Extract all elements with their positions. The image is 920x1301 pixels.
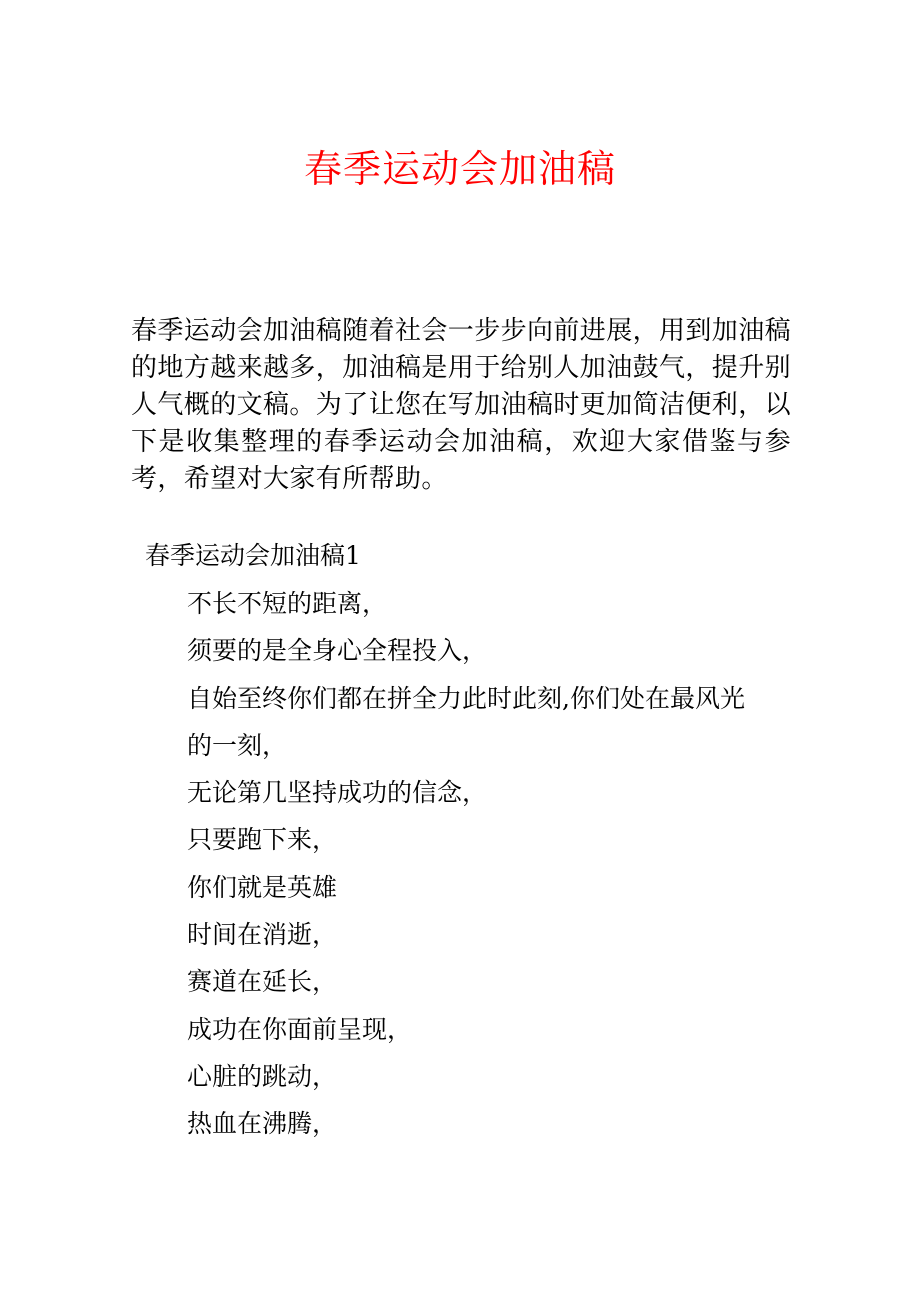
poem-line: 只要跑下来， [187, 825, 338, 855]
poem-line: 的一刻， [187, 730, 288, 760]
section-heading: 春季运动会加油稿1 [145, 541, 361, 570]
poem-line: 无论第几坚持成功的信念， [187, 778, 488, 808]
poem-line: 赛道在延长， [187, 967, 338, 997]
intro-paragraph: 春季运动会加油稿随着社会一步步向前进展，用到加油稿的地方越来越多，加油稿是用于给别人加油鼓气，提升别人气概的文稿。为了让您在写加油稿时更加简洁便利，以下是收集整理的春季运动会加油稿，欢迎大家借鉴与参考，希望对大家有所帮助。 [131, 316, 792, 494]
poem-line: 成功在你面前呈现， [187, 1014, 413, 1044]
document-title: 春季运动会加油稿 [303, 147, 616, 191]
poem-line: 不长不短的距离， [187, 589, 388, 618]
poem-line: 时间在消逝， [187, 920, 338, 950]
poem-line: 你们就是英雄 [187, 872, 338, 902]
poem-line: 热血在沸腾， [187, 1109, 338, 1139]
poem-line: 须要的是全身心全程投入， [187, 636, 488, 666]
poem-line: 心脏的跳动， [187, 1061, 338, 1091]
poem-line: 自始至终你们都在拼全力此时此刻,你们处在最风光 [187, 683, 745, 713]
poem-lines [187, 584, 787, 1152]
